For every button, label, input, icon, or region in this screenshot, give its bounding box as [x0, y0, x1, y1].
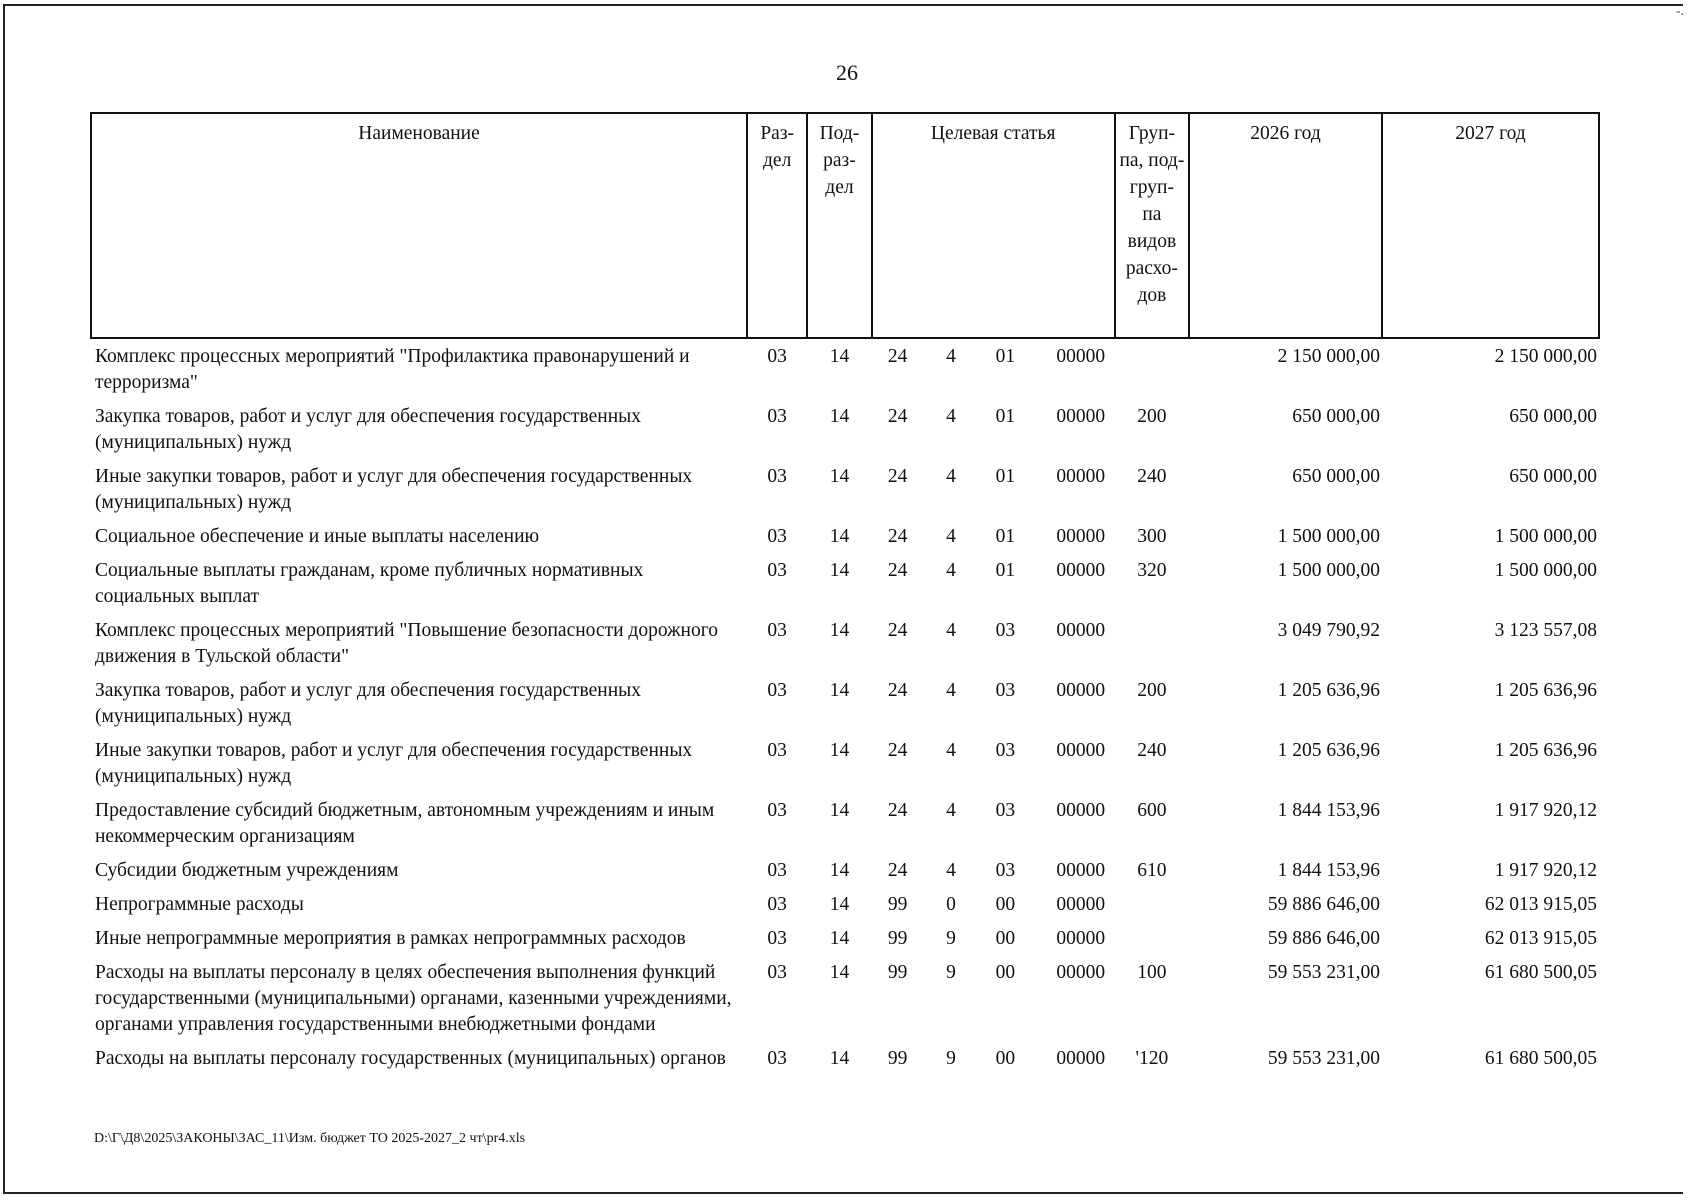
row-name: Непрограммные расходы [95, 894, 304, 915]
row-target-type: 4 [946, 466, 956, 487]
row-2026: 1 500 000,00 [1277, 560, 1380, 581]
row-2027: 3 123 557,08 [1494, 620, 1597, 641]
row-group: 600 [1137, 800, 1167, 821]
page-number: 26 [836, 60, 858, 85]
table-row [91, 338, 1599, 399]
row-name: Иные непрограммные мероприятия в рамках непрограммных расходов [95, 928, 686, 949]
row-group: 200 [1137, 406, 1167, 427]
table-row [91, 921, 1599, 955]
row-podrazdel: 14 [829, 526, 850, 547]
row-target-direction: 00000 [1056, 800, 1106, 821]
row-podrazdel: 14 [829, 620, 850, 641]
header-name: Наименование [91, 113, 747, 338]
row-group: 100 [1137, 962, 1167, 983]
table-header-row [91, 113, 1599, 338]
row-target-program: 24 [887, 620, 908, 641]
row-razdel: 03 [767, 526, 787, 547]
row-podrazdel: 14 [829, 560, 850, 581]
row-target [872, 887, 1115, 921]
row-name: Социальное обеспечение и иные выплаты населению [95, 526, 540, 547]
row-target-direction: 00000 [1056, 894, 1106, 915]
row-2027: 1 500 000,00 [1494, 560, 1597, 581]
table-row [91, 613, 1599, 673]
table-row [91, 459, 1599, 519]
row-razdel: 03 [767, 962, 787, 983]
row-podrazdel: 14 [829, 928, 850, 949]
table-row [91, 519, 1599, 553]
row-group: 200 [1137, 680, 1167, 701]
row-name: Иные закупки товаров, работ и услуг для обеспечения государственных (муниципальных) нужд [95, 740, 693, 787]
row-target [872, 955, 1115, 1041]
row-target-structure: 00 [995, 962, 1016, 983]
row-group [1115, 921, 1189, 955]
row-target-type: 4 [946, 620, 956, 641]
row-name: Социальные выплаты гражданам, кроме публичных нормативных социальных выплат [95, 560, 644, 607]
row-podrazdel: 14 [829, 1048, 850, 1069]
row-target-type: 4 [946, 346, 956, 367]
row-target-program: 99 [887, 894, 908, 915]
row-2027: 61 680 500,05 [1484, 1048, 1597, 1069]
row-2027: 650 000,00 [1509, 466, 1597, 487]
row-target-direction: 00000 [1056, 560, 1106, 581]
row-podrazdel: 14 [829, 962, 850, 983]
row-target [872, 338, 1115, 399]
row-podrazdel: 14 [829, 466, 850, 487]
row-2026: 59 553 231,00 [1267, 1048, 1380, 1069]
row-2027: 1 500 000,00 [1494, 526, 1597, 547]
row-target [872, 399, 1115, 459]
row-target-structure: 03 [995, 680, 1016, 701]
row-razdel: 03 [767, 928, 787, 949]
header-group: Груп- па, под- груп- па видов расхо- дов [1115, 113, 1189, 338]
row-target-structure: 00 [995, 894, 1016, 915]
row-podrazdel: 14 [829, 680, 850, 701]
table-row [91, 673, 1599, 733]
row-target-type: 4 [946, 800, 956, 821]
row-name: Расходы на выплаты персоналу государственных (муниципальных) органов [95, 1048, 726, 1069]
row-target-direction: 00000 [1056, 740, 1106, 761]
row-group [1115, 338, 1189, 399]
row-target-type: 4 [946, 406, 956, 427]
row-2027: 62 013 915,05 [1484, 894, 1597, 915]
row-group [1115, 887, 1189, 921]
row-group: 610 [1137, 860, 1167, 881]
row-name: Комплекс процессных мероприятий "Повышение безопасности дорожного движения в Тульской области" [95, 620, 719, 667]
row-target-program: 24 [887, 560, 908, 581]
header-podrazdel: Под- раз- дел [807, 113, 871, 338]
table-row [91, 887, 1599, 921]
row-target-direction: 00000 [1056, 860, 1106, 881]
row-target-program: 99 [887, 1048, 908, 1069]
row-2027: 2 150 000,00 [1494, 346, 1597, 367]
header-razdel: Раз- дел [747, 113, 807, 338]
row-target-structure: 01 [995, 406, 1016, 427]
row-target-type: 4 [946, 860, 956, 881]
row-target [872, 733, 1115, 793]
row-2026: 1 844 153,96 [1277, 860, 1380, 881]
row-group: 320 [1137, 560, 1167, 581]
row-target-direction: 00000 [1056, 526, 1106, 547]
row-target-type: 4 [946, 526, 956, 547]
row-target [872, 1041, 1115, 1075]
header-target: Целевая статья [872, 113, 1115, 338]
row-target-structure: 01 [995, 346, 1016, 367]
row-2026: 1 844 153,96 [1277, 800, 1380, 821]
table-row [91, 955, 1599, 1041]
row-2027: 61 680 500,05 [1484, 962, 1597, 983]
row-target-direction: 00000 [1056, 346, 1106, 367]
row-name: Комплекс процессных мероприятий "Профилактика правонарушений и терроризма" [95, 346, 690, 393]
row-2027: 1 917 920,12 [1494, 860, 1597, 881]
row-2026: 1 500 000,00 [1277, 526, 1380, 547]
row-podrazdel: 14 [829, 894, 850, 915]
row-2027: 650 000,00 [1509, 406, 1597, 427]
row-target-program: 24 [887, 740, 908, 761]
row-target-program: 24 [887, 800, 908, 821]
row-target [872, 673, 1115, 733]
row-target-structure: 00 [995, 928, 1016, 949]
row-razdel: 03 [767, 1048, 787, 1069]
header-2027: 2027 год [1382, 113, 1599, 338]
row-2026: 650 000,00 [1292, 406, 1380, 427]
row-target-structure: 03 [995, 860, 1016, 881]
row-razdel: 03 [767, 406, 787, 427]
row-target-structure: 01 [995, 466, 1016, 487]
row-razdel: 03 [767, 560, 787, 581]
row-razdel: 03 [767, 740, 787, 761]
row-target-type: 4 [946, 560, 956, 581]
row-razdel: 03 [767, 800, 787, 821]
row-name: Иные закупки товаров, работ и услуг для обеспечения государственных (муниципальных) нужд [95, 466, 693, 513]
row-target-type: 4 [946, 680, 956, 701]
row-target-program: 99 [887, 962, 908, 983]
row-target-direction: 00000 [1056, 466, 1106, 487]
row-2026: 650 000,00 [1292, 466, 1380, 487]
row-2027: 1 205 636,96 [1494, 680, 1597, 701]
file-path-footer: D:\Г\Д8\2025\ЗАКОНЫ\ЗАС_11\Изм. бюджет ТО 2025-2027_2 чт\pr4.xls [94, 1131, 526, 1146]
row-2026: 1 205 636,96 [1277, 680, 1380, 701]
row-group: 240 [1137, 740, 1167, 761]
row-group: 300 [1137, 526, 1167, 547]
row-target-program: 24 [887, 346, 908, 367]
row-target [872, 613, 1115, 673]
row-2027: 62 013 915,05 [1484, 928, 1597, 949]
row-podrazdel: 14 [829, 740, 850, 761]
table-row [91, 1041, 1599, 1075]
row-target-structure: 00 [995, 1048, 1016, 1069]
table-row [91, 733, 1599, 793]
row-target [872, 793, 1115, 853]
row-target-type: 9 [946, 962, 956, 983]
table-row [91, 553, 1599, 613]
row-razdel: 03 [767, 346, 787, 367]
row-target-program: 99 [887, 928, 908, 949]
budget-table [90, 112, 1600, 1075]
row-target-direction: 00000 [1056, 680, 1106, 701]
row-target-direction: 00000 [1056, 962, 1106, 983]
row-podrazdel: 14 [829, 406, 850, 427]
row-target-structure: 03 [995, 740, 1016, 761]
row-group [1115, 613, 1189, 673]
row-razdel: 03 [767, 680, 787, 701]
row-target-program: 24 [887, 466, 908, 487]
row-target-program: 24 [887, 860, 908, 881]
row-target-type: 9 [946, 1048, 956, 1069]
table-row [91, 399, 1599, 459]
row-razdel: 03 [767, 466, 787, 487]
row-2026: 1 205 636,96 [1277, 740, 1380, 761]
row-2026: 2 150 000,00 [1277, 346, 1380, 367]
table-row [91, 853, 1599, 887]
row-name: Предоставление субсидий бюджетным, автономным учреждениям и иным некоммерческим организациям [95, 800, 715, 847]
row-podrazdel: 14 [829, 346, 850, 367]
row-target-type: 9 [946, 928, 956, 949]
row-2026: 59 553 231,00 [1267, 962, 1380, 983]
row-name: Расходы на выплаты персоналу в целях обеспечения выполнения функций государственными (муниципальными) органами, казенными учреждениями, органами управления государственными внебюджетными фондами [95, 962, 732, 1035]
row-target [872, 921, 1115, 955]
row-target-direction: 00000 [1056, 406, 1106, 427]
row-2027: 1 205 636,96 [1494, 740, 1597, 761]
row-group: '120 [1135, 1048, 1169, 1069]
row-target-structure: 03 [995, 620, 1016, 641]
row-target-direction: 00000 [1056, 928, 1106, 949]
row-target-direction: 00000 [1056, 620, 1106, 641]
row-podrazdel: 14 [829, 800, 850, 821]
corner-mark: -. [1675, 4, 1684, 19]
row-2026: 59 886 646,00 [1267, 894, 1380, 915]
table-body [91, 338, 1599, 1075]
row-group: 240 [1137, 466, 1167, 487]
row-razdel: 03 [767, 894, 787, 915]
row-2026: 59 886 646,00 [1267, 928, 1380, 949]
row-target-type: 0 [946, 894, 956, 915]
row-razdel: 03 [767, 620, 787, 641]
row-target-direction: 00000 [1056, 1048, 1106, 1069]
row-target-structure: 01 [995, 560, 1016, 581]
table-row [91, 793, 1599, 853]
row-razdel: 03 [767, 860, 787, 881]
row-target [872, 459, 1115, 519]
row-podrazdel: 14 [829, 860, 850, 881]
row-target-structure: 01 [995, 526, 1016, 547]
row-name: Закупка товаров, работ и услуг для обеспечения государственных (муниципальных) нужд [95, 406, 642, 453]
row-target-program: 24 [887, 406, 908, 427]
row-target-program: 24 [887, 680, 908, 701]
row-target-type: 4 [946, 740, 956, 761]
row-name: Субсидии бюджетным учреждениям [95, 860, 399, 881]
header-2026: 2026 год [1189, 113, 1382, 338]
row-target [872, 853, 1115, 887]
row-target-structure: 03 [995, 800, 1016, 821]
row-target [872, 519, 1115, 553]
row-target-program: 24 [887, 526, 908, 547]
row-target [872, 553, 1115, 613]
row-2027: 1 917 920,12 [1494, 800, 1597, 821]
row-name: Закупка товаров, работ и услуг для обеспечения государственных (муниципальных) нужд [95, 680, 642, 727]
row-2026: 3 049 790,92 [1277, 620, 1380, 641]
